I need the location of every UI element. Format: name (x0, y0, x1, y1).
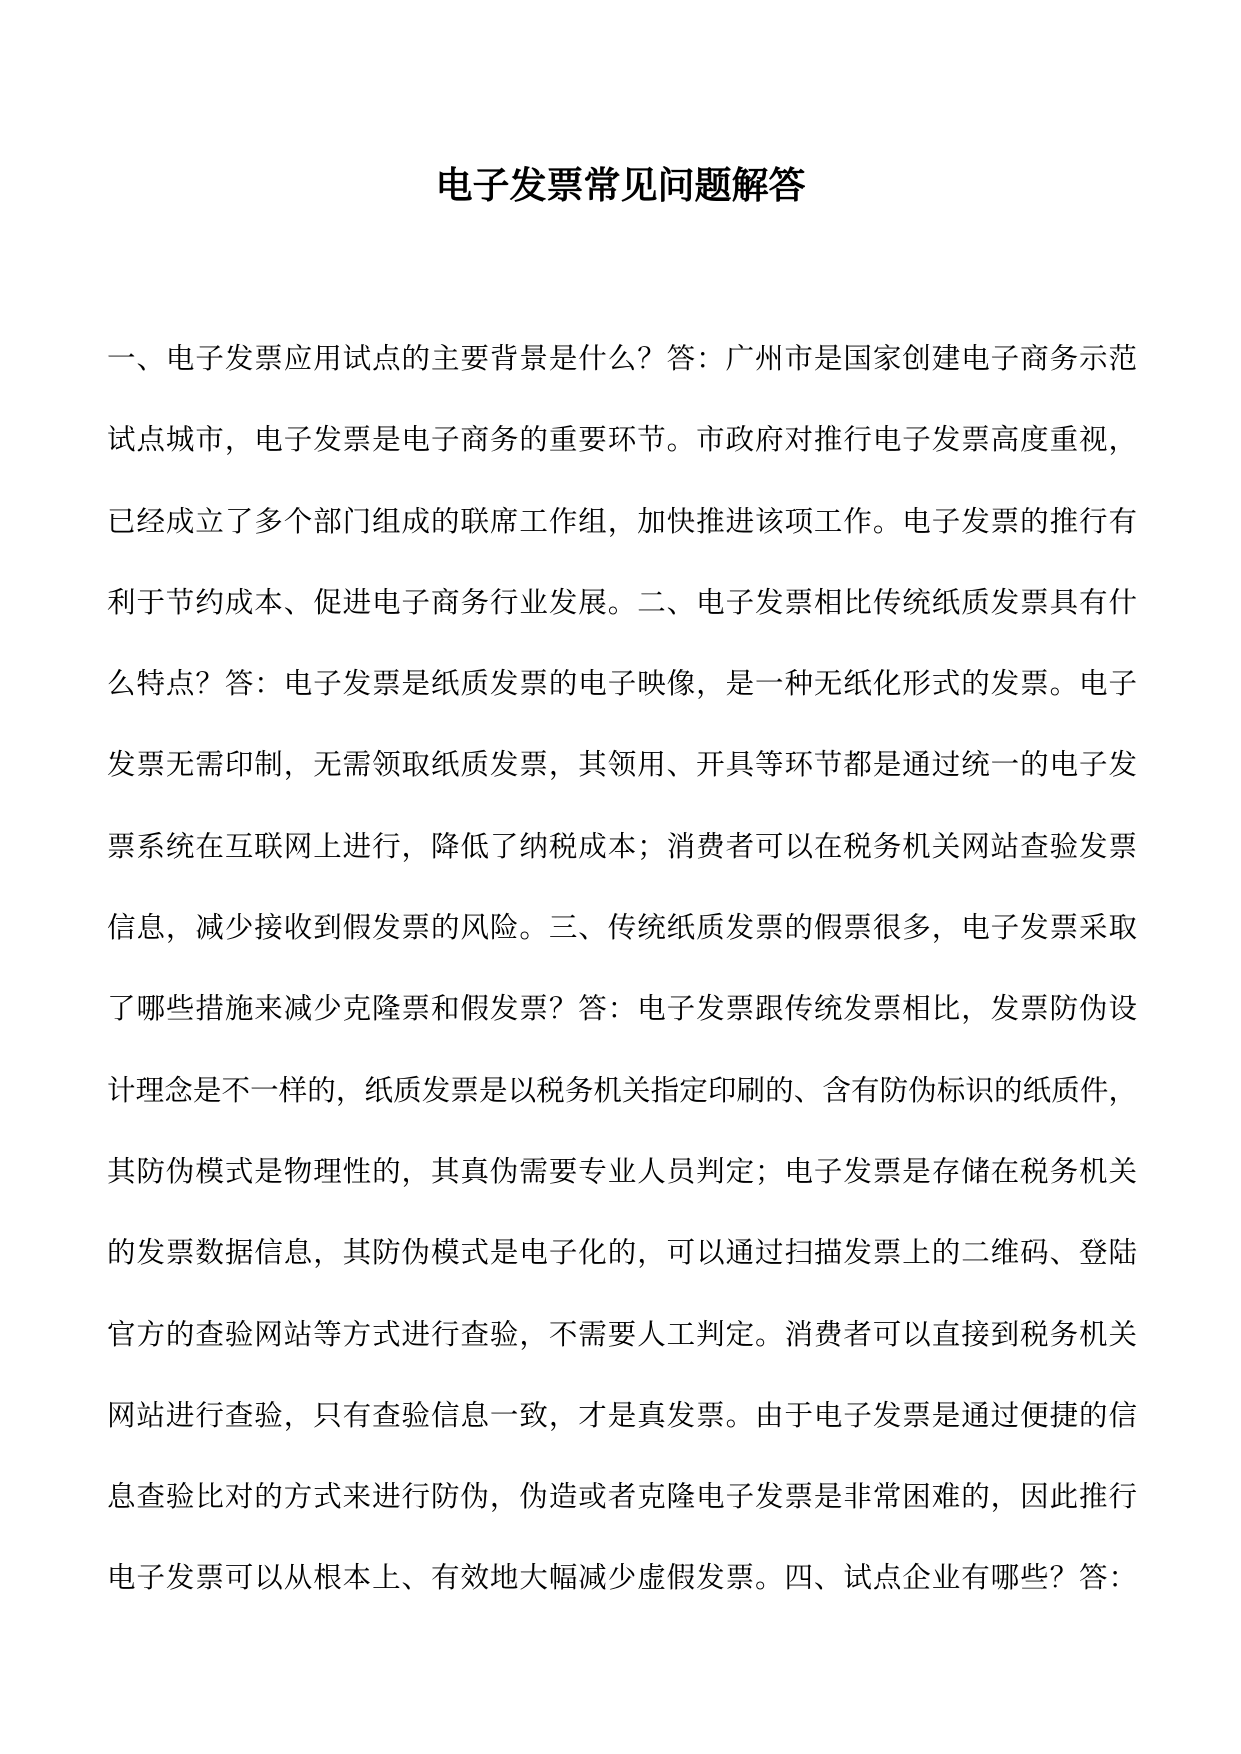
text-line: 息查验比对的方式来进行防伪，伪造或者克隆电子发票是非常困难的，因此推行 (107, 1480, 1137, 1514)
text-line: 计理念是不一样的，纸质发票是以税务机关指定印刷的、含有防伪标识的纸质件， (107, 1073, 1137, 1107)
page-title: 电子发票常见问题解答 (435, 163, 806, 207)
text-line: 官方的查验网站等方式进行查验，不需要人工判定。消费者可以直接到税务机关 (107, 1317, 1137, 1351)
text-line: 电子发票可以从根本上、有效地大幅减少虚假发票。四、试点企业有哪些？答： (107, 1561, 1137, 1595)
text-line: 网站进行查验，只有查验信息一致，才是真发票。由于电子发票是通过便捷的信 (107, 1398, 1137, 1432)
text-line: 利于节约成本、促进电子商务行业发展。二、电子发票相比传统纸质发票具有什 (107, 585, 1137, 619)
text-line: 票系统在互联网上进行，降低了纳税成本；消费者可以在税务机关网站查验发票 (107, 829, 1137, 863)
text-line: 其防伪模式是物理性的，其真伪需要专业人员判定；电子发票是存储在税务机关 (107, 1154, 1137, 1188)
text-line: 信息，减少接收到假发票的风险。三、传统纸质发票的假票很多，电子发票采取 (107, 911, 1137, 945)
text-line: 么特点？答：电子发票是纸质发票的电子映像，是一种无纸化形式的发票。电子 (107, 667, 1137, 701)
text-line: 试点城市，电子发票是电子商务的重要环节。市政府对推行电子发票高度重视， (107, 423, 1137, 457)
text-line: 的发票数据信息，其防伪模式是电子化的，可以通过扫描发票上的二维码、登陆 (107, 1236, 1137, 1270)
body-paragraph (107, 338, 1137, 1639)
text-line: 发票无需印制，无需领取纸质发票，其领用、开具等环节都是通过统一的电子发 (107, 748, 1137, 782)
text-line: 了哪些措施来减少克隆票和假发票？答：电子发票跟传统发票相比，发票防伪设 (107, 992, 1137, 1026)
text-line: 一、电子发票应用试点的主要背景是什么？答：广州市是国家创建电子商务示范 (107, 342, 1137, 375)
text-line: 已经成立了多个部门组成的联席工作组，加快推进该项工作。电子发票的推行有 (107, 504, 1137, 538)
